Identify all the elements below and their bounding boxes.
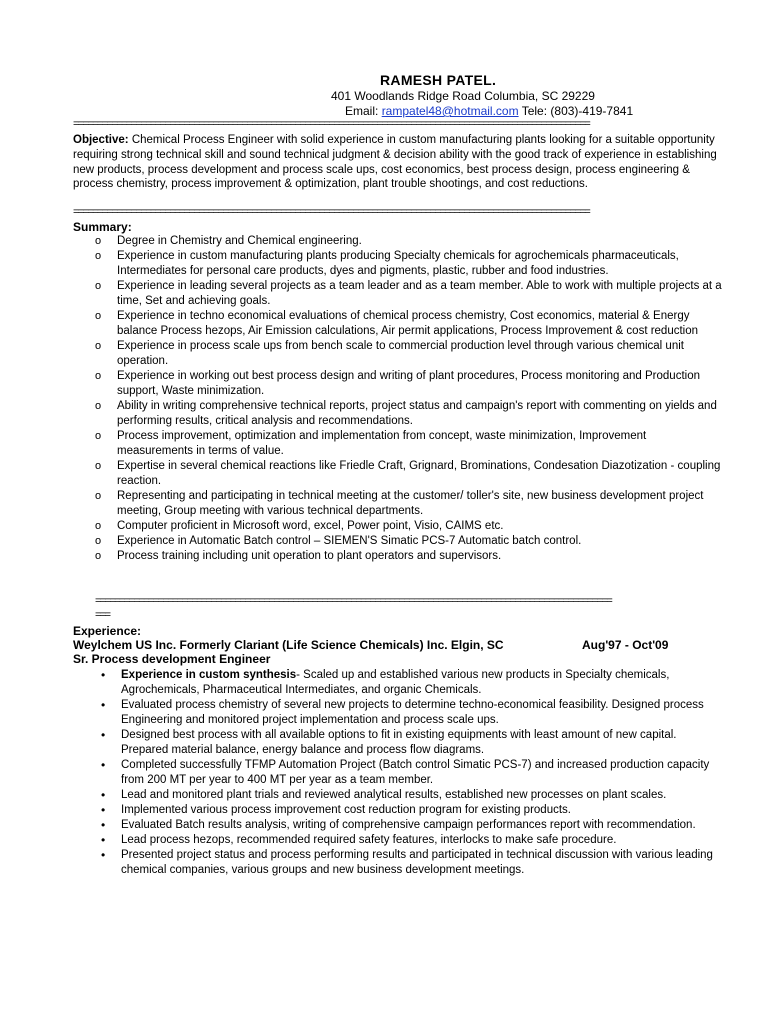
list-item: o Experience in leading several projects as a team leader and as a team member. Able to work with multiple projects at a time, Set and achieving goals. <box>95 280 722 307</box>
bullet-marker: o <box>95 235 102 247</box>
bullet-marker: o <box>95 430 102 442</box>
email-link[interactable]: rampatel48@hotmail.com <box>381 104 519 118</box>
list-item: • Lead and monitored plant trials and reviewed analytical results, established new processes on plant scales. <box>101 788 667 802</box>
email-label: Email: <box>345 104 379 118</box>
bullet-icon: • <box>101 758 106 772</box>
bullet-icon: • <box>101 788 106 802</box>
company-name: Weylchem US Inc. Formerly Clariant (Life Science Chemicals) Inc. Elgin, SC <box>73 638 504 652</box>
divider-rule: =========================================================================================================== <box>73 119 590 130</box>
list-item: o Experience in working out best process design and writing of plant procedures, Process monitoring and Production support, Waste minimization. <box>95 370 700 397</box>
bullet-icon: • <box>101 668 106 682</box>
bullet-marker: o <box>95 340 102 352</box>
bullet-icon: • <box>101 833 106 847</box>
list-item: • Completed successfully TFMP Automation Project (Batch control Simatic PCS-7) and increased production capacity from 200 MT per year to 400 MT per year as a team member. <box>101 758 710 786</box>
experience-label: Experience: <box>73 624 142 638</box>
divider-rule-tail: === <box>95 610 110 621</box>
list-item: • Implemented various process improvement cost reduction program for existing products. <box>101 803 571 817</box>
divider-rule: =========================================================================================================== <box>73 207 590 218</box>
summary-list <box>73 234 723 564</box>
list-item: o Expertise in several chemical reactions like Friedle Craft, Grignard, Brominations, Condesation Diazotization - coupling reaction. <box>95 460 721 487</box>
bullet-marker: o <box>95 550 102 562</box>
candidate-address: 401 Woodlands Ridge Road Columbia, SC 29229 <box>331 89 595 103</box>
bullet-marker: o <box>95 490 102 502</box>
list-item: o Process training including unit operation to plant operators and supervisors. <box>95 550 502 562</box>
candidate-name: RAMESH PATEL. <box>380 72 497 88</box>
bullet-marker: o <box>95 370 102 382</box>
bullet-marker: o <box>95 535 102 547</box>
list-item: o Computer proficient in Microsoft word, excel, Power point, Visio, CAIMS etc. <box>95 520 504 532</box>
list-item: o Experience in Automatic Batch control – SIEMEN'S Simatic PCS-7 Automatic batch control. <box>95 535 582 547</box>
summary-label: Summary: <box>73 220 132 234</box>
bullet-marker: o <box>95 250 102 262</box>
divider-rule: =========================================================================================================== <box>95 596 612 607</box>
job-dates: Aug'97 - Oct'09 <box>582 638 669 652</box>
bullet-marker: o <box>95 520 102 532</box>
bullet-marker: o <box>95 280 102 292</box>
candidate-contact <box>345 104 633 118</box>
bullet-marker: o <box>95 400 102 412</box>
job-title: Sr. Process development Engineer <box>73 652 271 666</box>
bullet-icon: • <box>101 848 106 862</box>
objective-text: Chemical Process Engineer with solid experience in custom manufacturing plants looking for a suitable opportunity requiring strong technical skill and sound technical judgment & decision ability with the good track of experience in establishing new products, process development and process scale ups, cost economics, best process design, process engineering & process chemistry, process improvement & optimization, plant trouble shootings, and cost reductions. <box>73 134 717 191</box>
bullet-icon: • <box>101 698 106 712</box>
list-item: o Experience in process scale ups from bench scale to commercial production level through various chemical unit operation. <box>95 340 684 367</box>
list-item: o Ability in writing comprehensive technical reports, project status and campaign's report with commenting on yields and performing results, critical analysis and recommendations. <box>95 400 717 427</box>
list-item: o Degree in Chemistry and Chemical engineering. <box>95 235 362 247</box>
bullet-marker: o <box>95 460 102 472</box>
objective-label: Objective: <box>73 134 129 146</box>
list-item: • Designed best process with all available options to fit in existing equipments with least amount of new capital. Prepared material balance, energy balance and process flow diagrams. <box>101 728 677 756</box>
list-item: o Experience in custom manufacturing plants producing Specialty chemicals for agrochemicals pharmaceuticals, Intermediates for personal care products, dyes and pigments, plastic, rubber and food industries. <box>95 250 679 277</box>
list-item: o Experience in techno economical evaluations of chemical process chemistry, Cost economics, material & Energy balance Process hezops, Air Emission calculations, Air permit applications, Process Improvement & cost reduction <box>95 310 699 337</box>
list-item: • Evaluated Batch results analysis, writing of comprehensive campaign performances report with recommendation. <box>101 818 696 832</box>
bullet-icon: • <box>101 803 106 817</box>
list-item: o Process improvement, optimization and implementation from concept, waste minimization, Improvement measurements in terms of value. <box>95 430 647 457</box>
list-item: • Presented project status and process performing results and participated in technical discussion with various leading chemical companies, various groups and new business development meetings. <box>101 848 713 876</box>
bullet-icon: • <box>101 728 106 742</box>
bullet-marker: o <box>95 310 102 322</box>
list-item: • Evaluated process chemistry of several new projects to determine techno-economical feasibility. Designed process Engineering and monitored project implementation and process scale ups. <box>101 698 704 726</box>
bullet-icon: • <box>101 818 106 832</box>
job-header <box>73 638 723 666</box>
list-item: • Lead process hezops, recommended required safety features, interlocks to make safe procedure. <box>101 833 617 847</box>
list-item: • Experience in custom synthesis- Scaled up and established various new products in Specialty chemicals, Agrochemicals, Pharmaceutical Intermediates, and organic Chemicals. <box>101 668 670 696</box>
objective-section <box>73 133 719 192</box>
tele-text: Tele: (803)-419-7841 <box>521 104 634 118</box>
experience-list <box>73 668 723 878</box>
list-item: o Representing and participating in technical meeting at the customer/ toller's site, new business development project meeting, Group meeting with various technical departments. <box>95 490 704 517</box>
